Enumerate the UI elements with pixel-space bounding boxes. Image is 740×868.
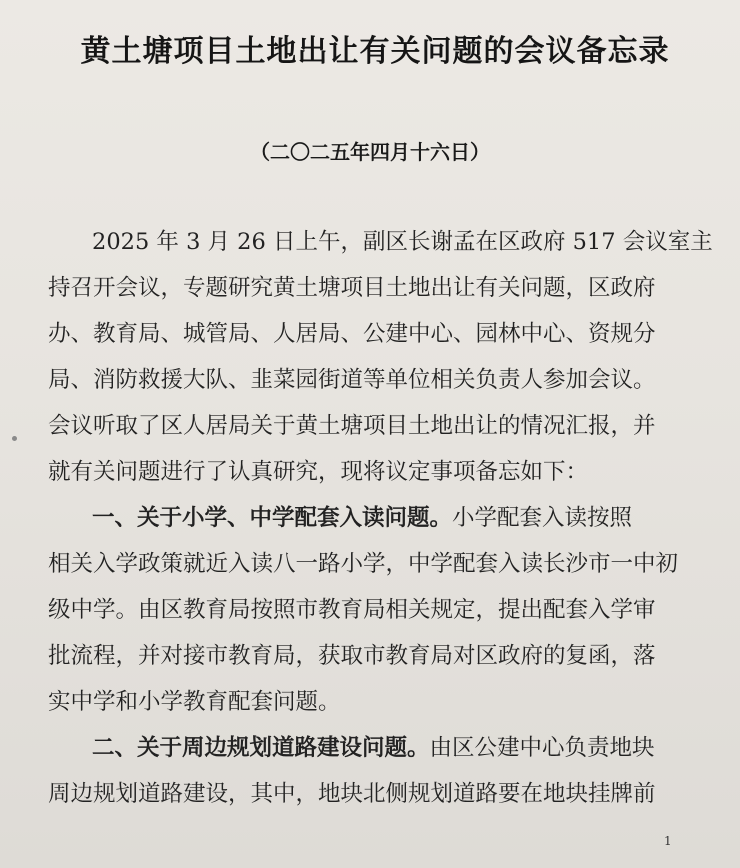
paragraph-line: 相关入学政策就近入读八一路小学，中学配套入读长沙市一中初 bbox=[48, 551, 679, 577]
item-2-heading: 二、关于周边规划道路建设问题。 bbox=[92, 735, 430, 761]
page-number: 1 bbox=[664, 834, 672, 848]
paper-speck bbox=[12, 436, 17, 441]
paragraph-line: 实中学和小学教育配套问题。 bbox=[48, 689, 341, 715]
document-date: （二〇二五年四月十六日） bbox=[250, 140, 490, 164]
paragraph-line: 周边规划道路建设，其中，地块北侧规划道路要在地块挂牌前 bbox=[48, 781, 656, 807]
paragraph-line: 级中学。由区教育局按照市教育局相关规定，提出配套入学审 bbox=[48, 597, 656, 623]
item-1-text: 小学配套入读按照 bbox=[452, 505, 633, 531]
item-2-text: 由区公建中心负责地块 bbox=[429, 735, 655, 761]
item-1-line bbox=[92, 500, 632, 532]
paragraph-line: 2025 年 3 月 26 日上午，副区长谢孟在区政府 517 会议室主 bbox=[92, 229, 713, 255]
document-title: 黄土塘项目土地出让有关问题的会议备忘录 bbox=[80, 34, 670, 69]
paragraph-line: 会议听取了区人居局关于黄土塘项目土地出让的情况汇报，并 bbox=[48, 413, 656, 439]
paragraph-line: 办、教育局、城管局、人居局、公建中心、园林中心、资规分 bbox=[48, 321, 656, 347]
paragraph-line: 局、消防救援大队、韭菜园街道等单位相关负责人参加会议。 bbox=[48, 367, 656, 393]
paragraph-line: 持召开会议，专题研究黄土塘项目土地出让有关问题，区政府 bbox=[48, 275, 656, 301]
item-2-line bbox=[92, 730, 655, 762]
paragraph-line: 批流程，并对接市教育局，获取市教育局对区政府的复函，落 bbox=[48, 643, 656, 669]
paragraph-line: 就有关问题进行了认真研究，现将议定事项备忘如下： bbox=[48, 459, 589, 485]
item-1-heading: 一、关于小学、中学配套入读问题。 bbox=[92, 505, 453, 531]
